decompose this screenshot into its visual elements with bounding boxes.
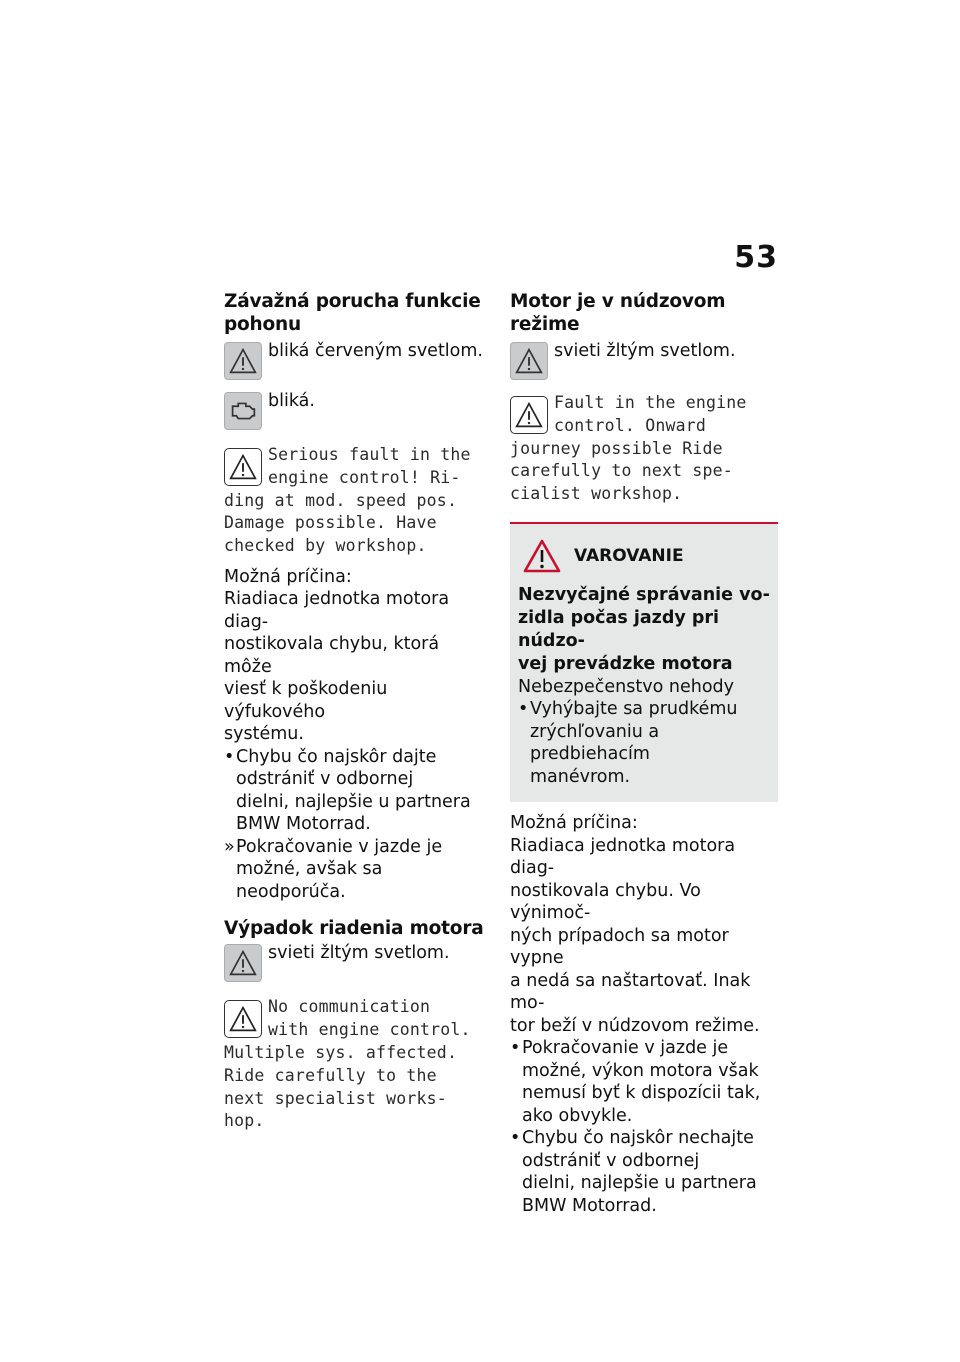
page-number: 53 [734, 240, 778, 275]
warning-panel [510, 522, 778, 803]
warning-triangle-icon [224, 342, 262, 380]
warning-label: VAROVANIE [574, 545, 684, 566]
right-column [510, 290, 778, 1217]
list-item: • Chybu čo najskôr nechajte odstrániť v odbornej dielni, najlepšie u partnera BMW Motorrad. [510, 1128, 757, 1216]
display-message: Serious fault in the engine control! Ri- ding at mod. speed pos. Damage possible. Have checked by workshop. [224, 445, 471, 556]
action-list [224, 746, 492, 904]
indicator-text: svieti žltým svetlom. [554, 341, 736, 361]
indicator-row [224, 942, 492, 994]
display-message: No communication with engine control. Multiple sys. affected. Ride carefully to the next specialist works- hop. [224, 997, 471, 1131]
warning-triangle-icon [224, 448, 262, 486]
list-item: • Pokračovanie v jazde je možné, výkon motora však nemusí byť k dispozícii tak, ako obvykle. [510, 1038, 761, 1126]
indicator-text: bliká červeným svetlom. [268, 341, 483, 361]
list-item: • Chybu čo najskôr dajte odstrániť v odbornej dielni, najlepšie u partnera BMW Motorrad. [224, 746, 471, 835]
indicator-row [510, 340, 778, 392]
cause-block: Možná príčina: Riadiaca jednotka motora diag- nostikovala chybu, ktorá môže viesť k poškodeniu výfukového systému. [224, 566, 450, 745]
section-title-engine-control-failure: Výpadok riadenia motora [224, 918, 484, 940]
warning-subtitle: Nebezpečenstvo nehody [518, 676, 734, 697]
display-message: Fault in the engine control. Onward journey possible Ride carefully to next spe- cialist workshop. [510, 393, 747, 504]
warning-triangle-icon [224, 1000, 262, 1038]
warning-heading: Nezvyčajné správanie vo- zidla počas jazdy pri núdzo- vej prevádzke motora [518, 584, 770, 674]
section-title-serious-fault: Závažná porucha funkcie pohonu [224, 291, 481, 335]
list-item: • Vyhýbajte sa prudkému zrýchľovaniu a predbiehacím manévrom. [518, 699, 738, 787]
warning-triangle-red-icon [522, 538, 562, 574]
list-item: » Pokračovanie v jazde je možné, avšak sa neodporúča. [224, 836, 443, 902]
warning-list [518, 698, 770, 788]
action-list [510, 1037, 778, 1217]
indicator-text: svieti žltým svetlom. [268, 943, 450, 964]
cause-block: Možná príčina: Riadiaca jednotka motora diag- nostikovala chybu. Vo výnimoč- ných prípadoch sa motor vypne a nedá sa naštartovať. Inak mo- tor beží v núdzovom režime. [510, 813, 760, 1036]
warning-triangle-icon [224, 944, 262, 982]
indicator-row [224, 340, 492, 390]
engine-check-icon [224, 392, 262, 430]
section-title-emergency-mode: Motor je v núdzovom režime [510, 291, 726, 335]
warning-triangle-icon [510, 396, 548, 434]
indicator-text: bliká. [268, 391, 315, 411]
indicator-row [224, 390, 492, 442]
left-column [224, 290, 492, 1133]
warning-triangle-icon [510, 342, 548, 380]
